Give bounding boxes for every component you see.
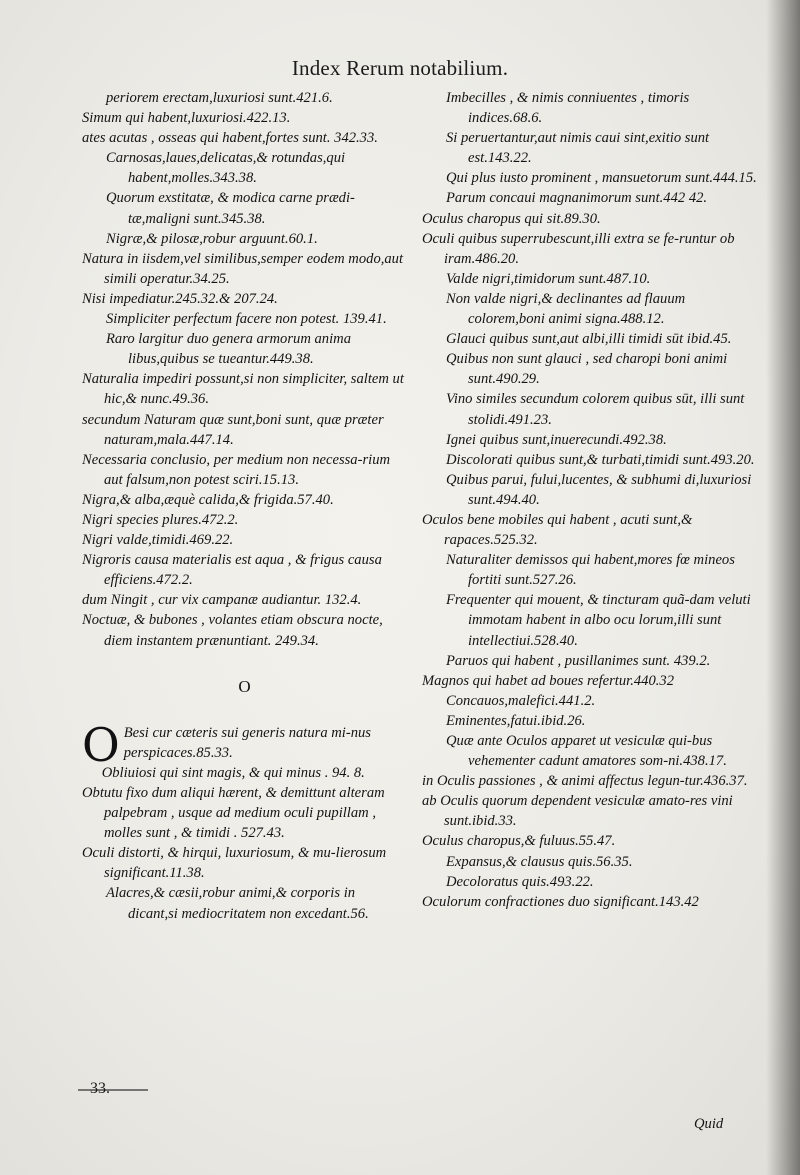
index-entry: Frequenter qui mouent, & tincturam quã-dam veluti immotam habent in albo ocu lorum,illi sunt intellectiui.528.40. <box>446 592 751 649</box>
index-entry: Non valde nigri,& declinantes ad flauum colorem,boni animi signa.488.12. <box>446 290 686 328</box>
index-entry: in Oculis passiones , & animi affectus legun-tur.436.37. <box>422 773 748 790</box>
index-entry: Oculi quibus superrubescunt,illi extra se fe-runtur ob iram.486.20. <box>422 230 735 267</box>
index-entry: Concauos,malefici.441.2. <box>446 692 596 709</box>
index-entry: Decoloratus quis.493.22. <box>446 873 594 890</box>
index-entry: Magnos qui habet ad boues refertur.440.32 <box>422 672 674 689</box>
index-entry: Oculorum confractiones duo significant.143.42 <box>422 893 699 910</box>
index-entry: Noctuæ, & bubones , volantes etiam obscura nocte, diem instantem prænuntiant. 249.34. <box>82 612 383 649</box>
right-entries <box>422 88 765 912</box>
index-entry: Eminentes,fatui.ibid.26. <box>446 712 586 729</box>
index-entry: dum Ningit , cur vix campanæ audiantur. 132.4. <box>82 592 362 609</box>
index-entry: Oculos bene mobiles qui habent , acuti sunt,& rapaces.525.32. <box>422 511 693 549</box>
index-entry: Simum qui habent,luxuriosi.422.13. <box>82 110 291 127</box>
dropcap-entry <box>82 717 407 772</box>
left-column <box>82 88 407 924</box>
index-entry: Naturaliter demissos qui habent,mores fœ mineos fortiti sunt.527.26. <box>446 552 735 589</box>
index-entry: Quæ ante Oculos apparet ut vesiculæ qui-bus vehementer cadunt amatores som-ni.438.17. <box>446 733 727 770</box>
catchword: Quid <box>694 1116 724 1132</box>
index-entry: secundum Naturam quæ sunt,boni sunt, quæ præter naturam,mala.447.14. <box>82 411 384 448</box>
index-entry: Raro largitur duo genera armorum anima libus,quibus se tueantur.449.38. <box>106 331 351 368</box>
index-entry: Parum concaui magnanimorum sunt.442 42. <box>446 190 708 207</box>
index-entry: Obliuiosi qui sint magis, & qui minus . 94. 8. <box>101 764 365 781</box>
page-title: Index Rerum notabilium. <box>291 56 509 80</box>
index-entry: Simpliciter perfectum facere non potest. 139.41. <box>106 311 387 328</box>
dropcap-entry-text: Besi cur cæteris sui generis natura mi-nus perspicaces.85.33. <box>123 724 371 761</box>
left-entries-after <box>82 763 407 924</box>
index-entry: Ignei quibus sunt,inuerecundi.492.38. <box>446 431 667 448</box>
index-entry: Natura in iisdem,vel similibus,semper eodem modo,aut simili operatur.34.25. <box>82 250 404 287</box>
index-entry: Naturalia impediri possunt,si non simpliciter, saltem ut hic,& nunc.49.36. <box>82 371 404 408</box>
index-entry: Imbecilles , & nimis conniuentes , timoris indices.68.6. <box>446 90 690 127</box>
right-column <box>422 88 765 912</box>
index-entry: Carnosas,laues,delicatas,& rotundas,qui habent,molles.343.38. <box>106 150 346 187</box>
page-number-flourish <box>78 1089 148 1091</box>
index-entry: Obtutu fixo dum aliqui hærent, & demittunt alteram palpebram , usque ad medium oculi pupillam , molles sunt , & timidi . 527.43. <box>82 785 385 842</box>
index-entry: Nigroris causa materialis est aqua , & frigus causa efficiens.472.2. <box>82 552 382 589</box>
index-entry: Vino similes secundum colorem quibus sūt, illi sunt stolidi.491.23. <box>446 391 745 428</box>
index-entry: Necessaria conclusio, per medium non necessa-rium aut falsum,non potest sciri.15.13. <box>82 451 391 488</box>
index-entry: Nigri species plures.472.2. <box>82 511 239 528</box>
section-letter: O <box>238 676 251 696</box>
dropcap-letter: O <box>82 717 120 772</box>
index-entry: Nigra,& alba,æquè calida,& frigida.57.40. <box>82 491 334 508</box>
index-entry: Oculus charopus,& fuluus.55.47. <box>422 833 616 850</box>
index-entry: Quibus non sunt glauci , sed charopi boni animi sunt.490.29. <box>446 351 728 388</box>
left-entries-before <box>82 88 407 651</box>
index-entry: Glauci quibus sunt,aut albi,illi timidi sūt ibid.45. <box>446 331 732 348</box>
index-entry: Quibus parui, fului,lucentes, & subhumi di,luxuriosi sunt.494.40. <box>446 471 752 508</box>
page-gutter-shadow <box>766 0 800 1175</box>
index-entry: Nisi impediatur.245.32.& 207.24. <box>82 290 278 307</box>
index-entry: ab Oculis quorum dependent vesiculæ amato-res vini sunt.ibid.33. <box>422 793 733 830</box>
index-entry: Paruos qui habent , pusillanimes sunt. 439.2. <box>446 652 711 669</box>
index-entry: Si peruertantur,aut nimis caui sint,exitio sunt est.143.22. <box>446 130 710 167</box>
index-entry: Valde nigri,timidorum sunt.487.10. <box>446 270 651 287</box>
index-entry: Qui plus iusto prominent , mansuetorum sunt.444.15. <box>446 170 757 187</box>
page-number: 33. <box>90 1080 110 1097</box>
index-entry: ates acutas , osseas qui habent,fortes sunt. 342.33. <box>82 130 378 147</box>
index-entry: Discolorati quibus sunt,& turbati,timidi sunt.493.20. <box>446 451 755 468</box>
index-entry: periorem erectam,luxuriosi sunt.421.6. <box>106 90 333 106</box>
index-entry: Oculi distorti, & hirqui, luxuriosum, & mu-lierosum significant.11.38. <box>82 845 387 882</box>
index-entry: Quorum exstitatæ, & modica carne prædi-tæ,maligni sunt.345.38. <box>106 190 355 227</box>
index-entry: Alacres,& cæsii,robur animi,& corporis in dicant,si mediocritatem non excedant.56. <box>106 885 369 922</box>
index-entry: Oculus charopus qui sit.89.30. <box>422 210 601 227</box>
index-entry: Nigri valde,timidi.469.22. <box>82 532 234 549</box>
index-entry: Nigræ,& pilosæ,robur arguunt.60.1. <box>106 230 318 247</box>
index-entry: Expansus,& clausus quis.56.35. <box>446 853 633 870</box>
